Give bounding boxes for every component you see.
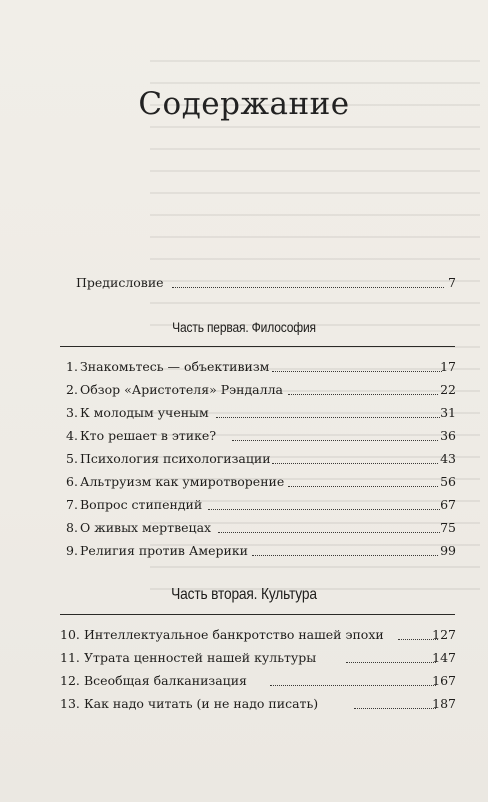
toc-entry-label: Психология психологизации <box>80 451 271 466</box>
toc-leader-dots <box>252 555 438 556</box>
toc-entry-label: Религия против Америки <box>80 543 248 558</box>
toc-leader-dots <box>172 287 444 288</box>
toc-entry-number: 10. <box>60 627 80 642</box>
toc-entry-number: 4. <box>66 428 78 443</box>
toc-entry-number: 13. <box>60 696 80 711</box>
toc-entry-label: Знакомьтесь — объективизм <box>80 359 270 374</box>
toc-leader-dots <box>354 708 436 709</box>
part-rule-1 <box>60 346 455 347</box>
toc-entry-number: 7. <box>66 497 78 512</box>
toc-entry-number: 9. <box>66 543 78 558</box>
page-title: Содержание <box>138 86 350 122</box>
toc-leader-dots <box>232 440 438 441</box>
toc-entry-page: 22 <box>440 382 456 397</box>
toc-entry-page: 17 <box>440 359 456 374</box>
toc-entry <box>0 693 488 715</box>
toc-entry <box>0 670 488 692</box>
toc-entry-page: 127 <box>432 627 456 642</box>
toc-leader-dots <box>218 532 440 533</box>
toc-entry-label: Предисловие <box>76 275 164 290</box>
toc-leader-dots <box>288 486 438 487</box>
toc-leader-dots <box>216 417 440 418</box>
toc-entry <box>0 624 488 646</box>
toc-entry <box>0 471 488 493</box>
toc-entry-number: 1. <box>66 359 78 374</box>
toc-entry-label: К молодым ученым <box>80 405 209 420</box>
toc-entry-label: Как надо читать (и не надо писать) <box>84 696 319 711</box>
toc-entry-page: 7 <box>448 275 456 290</box>
toc-entry-number: 2. <box>66 382 78 397</box>
toc-entry <box>0 425 488 447</box>
toc-entry-page: 167 <box>432 673 456 688</box>
toc-entry-page: 99 <box>440 543 456 558</box>
toc-entry-page: 56 <box>440 474 456 489</box>
toc-entry-number: 3. <box>66 405 78 420</box>
part-heading-2: Часть вторая. Культура <box>171 586 317 603</box>
toc-entry-label: Альтруизм как умиротворение <box>80 474 285 489</box>
toc-entry <box>0 494 488 516</box>
toc-entry-number: 5. <box>66 451 78 466</box>
toc-entry-page: 31 <box>440 405 456 420</box>
toc-entry <box>0 379 488 401</box>
toc-leader-dots <box>288 394 438 395</box>
toc-leader-dots <box>270 685 436 686</box>
toc-entry-label: Кто решает в этике? <box>80 428 217 443</box>
toc-entry-label: Обзор «Аристотеля» Рэндалла <box>80 382 283 397</box>
toc-leader-dots <box>272 463 438 464</box>
toc-entry <box>0 356 488 378</box>
toc-entry <box>0 402 488 424</box>
toc-leader-dots <box>208 509 440 510</box>
toc-entry <box>0 647 488 669</box>
toc-entry-label: Интеллектуальное банкротство нашей эпохи <box>84 627 384 642</box>
toc-entry <box>0 517 488 539</box>
toc-entry-page: 147 <box>432 650 456 665</box>
part-rule-2 <box>60 614 455 615</box>
part-heading-1: Часть первая. Философия <box>172 319 316 335</box>
toc-leader-dots <box>346 662 436 663</box>
toc-entry-number: 11. <box>60 650 80 665</box>
toc-entry-label: Вопрос стипендий <box>80 497 203 512</box>
toc-entry-number: 6. <box>66 474 78 489</box>
toc-entry <box>0 448 488 470</box>
toc-entry-number: 12. <box>60 673 80 688</box>
toc-leader-dots <box>272 371 442 372</box>
toc-entry-page: 187 <box>432 696 456 711</box>
toc-entry-page: 75 <box>440 520 456 535</box>
toc-entry-page: 67 <box>440 497 456 512</box>
toc-entry-page: 36 <box>440 428 456 443</box>
toc-entry-preface <box>0 272 488 294</box>
toc-entry-number: 8. <box>66 520 78 535</box>
toc-entry-label: Утрата ценностей нашей культуры <box>84 650 317 665</box>
toc-entry <box>0 540 488 562</box>
toc-entry-label: Всеобщая балканизация <box>84 673 247 688</box>
toc-entry-label: О живых мертвецах <box>80 520 212 535</box>
toc-entry-page: 43 <box>440 451 456 466</box>
